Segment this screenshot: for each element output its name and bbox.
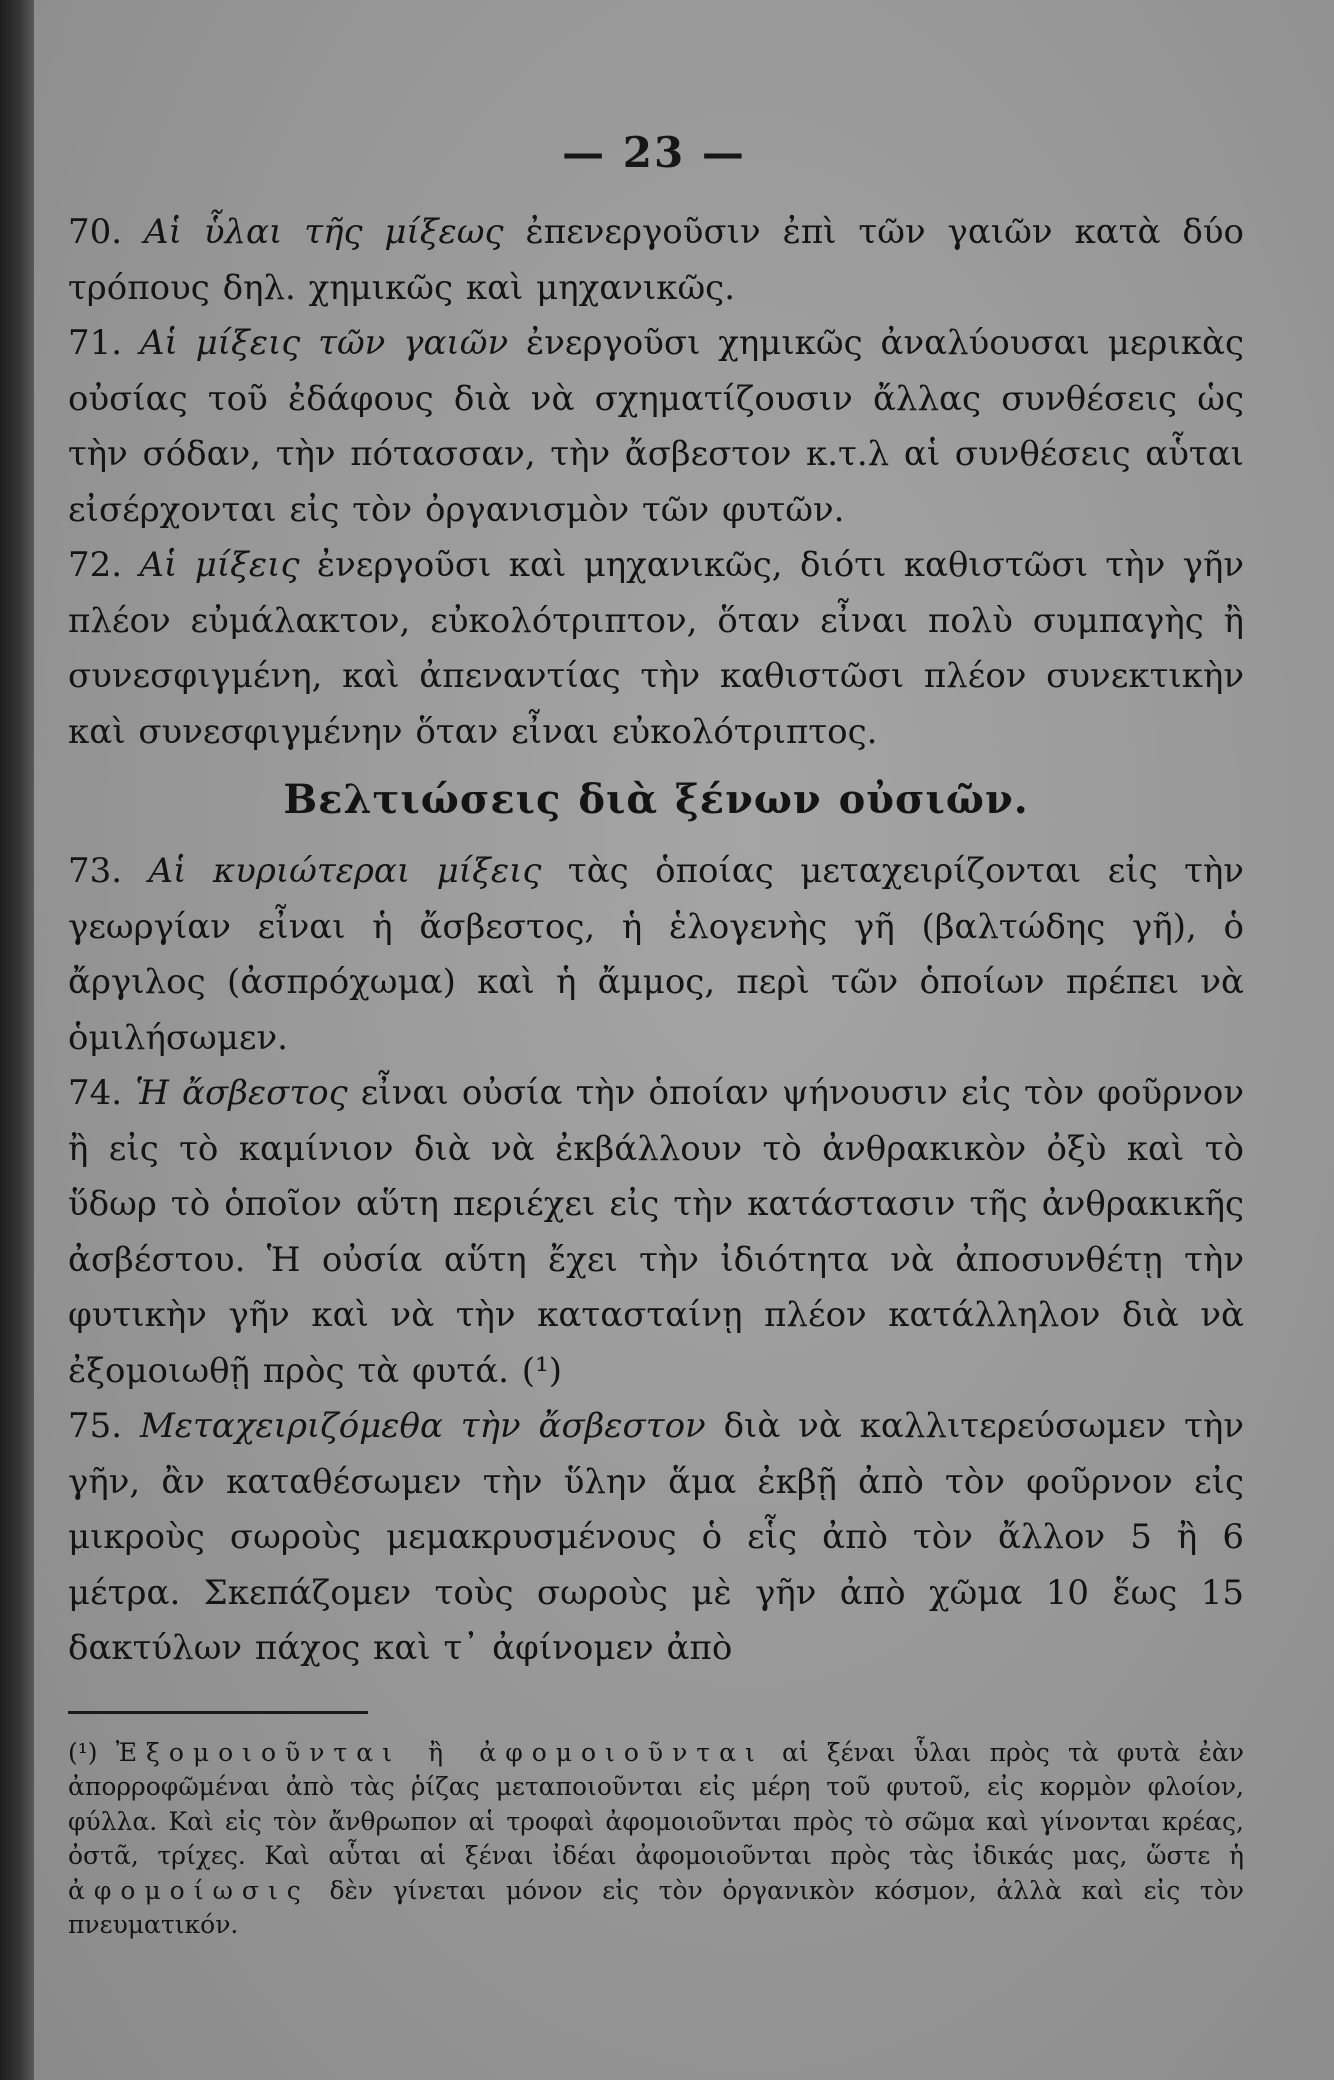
paragraph-71 xyxy=(68,316,1244,538)
paragraph-72 xyxy=(68,538,1244,760)
paragraph-text: ἐνεργοῦσι καὶ μηχανικῶς, διότι καθιστῶσι τὴν γῆν πλέον εὐμάλακτον, εὐκολότριπτον, ὅταν εἶναι πολὺ συμπαγὴς ἢ συνεσφιγμένη, καὶ ἀπεναντίας τὴν καθιστῶσι πλέον συνεκτικὴν καὶ συνεσφιγμένην ὅταν εἶναι εὐκολότριπτος. xyxy=(68,545,1245,752)
paragraph-number: 70. xyxy=(68,212,123,252)
paragraph-73 xyxy=(68,844,1244,1066)
footnote-marker: (¹) xyxy=(68,1737,98,1767)
paragraph-lead: Αἱ ὗλαι τῆς μίξεως xyxy=(144,212,504,252)
paragraph-text: ἐνεργοῦσι χημικῶς ἀναλύουσαι μερικὰς οὐσίας τοῦ ἐδάφους διὰ νὰ σχηματίζουσιν ἄλλας συνθέσεις ὡς τὴν σόδαν, τὴν πότασσαν, τὴν ἄσβεστον κ.τ.λ αἱ συνθέσεις αὗται εἰσέρχονται εἰς τὸν ὀργανισμὸν τῶν φυτῶν. xyxy=(68,323,1245,530)
paragraph-lead: Αἱ μίξεις τῶν γαιῶν xyxy=(139,323,509,363)
paragraph-text: διὰ νὰ καλλιτερεύσωμεν τὴν γῆν, ἂν καταθέσωμεν τὴν ὕλην ἅμα ἐκβῇ ἀπὸ τὸν φοῦρνον εἰς μικροὺς σωροὺς μεμακρυσμένους ὁ εἷς ἀπὸ τὸν ἄλλον 5 ἢ 6 μέτρα. Σκεπάζομεν τοὺς σωροὺς μὲ γῆν ἀπὸ χῶμα 10 ἕως 15 δακτύλων πάχος καὶ τ᾿ ἀφίνομεν ἀπὸ xyxy=(68,1406,1245,1668)
paragraph-text: ἐπενεργοῦσιν ἐπὶ τῶν γαιῶν κατὰ δύο τρόπους δηλ. χημικῶς καὶ μηχανικῶς. xyxy=(68,212,1244,308)
page-number: — 23 — xyxy=(562,128,746,177)
paragraph-lead: Μεταχειριζόμεθα τὴν ἄσβεστον xyxy=(139,1406,706,1446)
footnote xyxy=(68,1736,1244,1943)
paragraph-lead: Αἱ μίξεις xyxy=(139,545,300,585)
paragraph-text: εἶναι οὐσία τὴν ὁποίαν ψήνουσιν εἰς τὸν φοῦρνον ἢ εἰς τὸ καμίνιον διὰ νὰ ἐκβάλλουν τὸ ἀνθρακικὸν ὀξὺ καὶ τὸ ὕδωρ τὸ ὁποῖον αὕτη περιέχει εἰς τὴν κατάστασιν τῆς ἀνθρακικῆς ἀσβέστου. Ἡ οὐσία αὕτη ἔχει τὴν ἰδιότητα νὰ ἀποσυνθέτῃ τὴν φυτικὴν γῆν καὶ νὰ τὴν κατασταίνῃ πλέον κατάλληλον διὰ νὰ ἐξομοιωθῇ πρὸς τὰ φυτά. (¹) xyxy=(68,1073,1244,1391)
paragraph-number: 72. xyxy=(68,545,123,585)
footnote-text: δὲν γίνεται μόνον εἰς τὸν ὀργανικὸν κόσμον, ἀλλὰ καὶ εἰς τὸν πνευματικόν. xyxy=(68,1875,1244,1939)
footnote-spaced-term: ἀφομοίωσις xyxy=(68,1875,310,1905)
page-body xyxy=(68,205,1244,1943)
paragraph-number: 71. xyxy=(68,323,123,363)
section-heading: Βελτιώσεις διὰ ξένων οὐσιῶν. xyxy=(283,776,1029,823)
paragraph-number: 73. xyxy=(68,851,123,891)
paragraph-number: 75. xyxy=(68,1406,123,1446)
paragraph-74 xyxy=(68,1066,1244,1399)
footnote-rule xyxy=(68,1711,368,1714)
footnote-text: αἱ ξέναι ὗλαι πρὸς τὰ φυτὰ ἐὰν ἀπορροφῶμέναι ἀπὸ τὰς ῥίζας μεταποιοῦνται εἰς μέρη τοῦ φυτοῦ, εἰς κορμὸν φλοίον, φύλλα. Καὶ εἰς τὸν ἄνθρωπον αἱ τροφαὶ ἀφομοιοῦνται πρὸς τὸ σῶμα καὶ γίνονται κρέας, ὀστᾶ, τρίχες. Καὶ αὗται αἱ ξέναι ἰδέαι ἀφομοιοῦνται πρὸς τὰς ἰδικάς μας, ὥστε ἡ xyxy=(68,1737,1244,1870)
paragraph-lead: Αἱ κυριώτεραι μίξεις xyxy=(148,851,542,891)
paragraph-number: 74. xyxy=(68,1073,123,1113)
paragraph-75 xyxy=(68,1399,1244,1677)
paragraph-lead: Ἡ ἄσβεστος xyxy=(135,1073,348,1113)
book-page xyxy=(34,0,1334,2080)
book-binding-edge xyxy=(0,0,34,2080)
footnote-spaced-term: Ἐξομοιοῦνται ἢ ἀφομοιοῦνται xyxy=(115,1737,764,1767)
paragraph-70 xyxy=(68,205,1244,316)
paragraph-text: τὰς ὁποίας μεταχειρίζονται εἰς τὴν γεωργίαν εἶναι ἡ ἄσβεστος, ἡ ἑλογενὴς γῆ (βαλτώδης γῆ), ὁ ἄργιλος (ἀσπρόχωμα) καὶ ἡ ἄμμος, περὶ τῶν ὁποίων πρέπει νὰ ὁμιλήσωμεν. xyxy=(68,851,1244,1058)
